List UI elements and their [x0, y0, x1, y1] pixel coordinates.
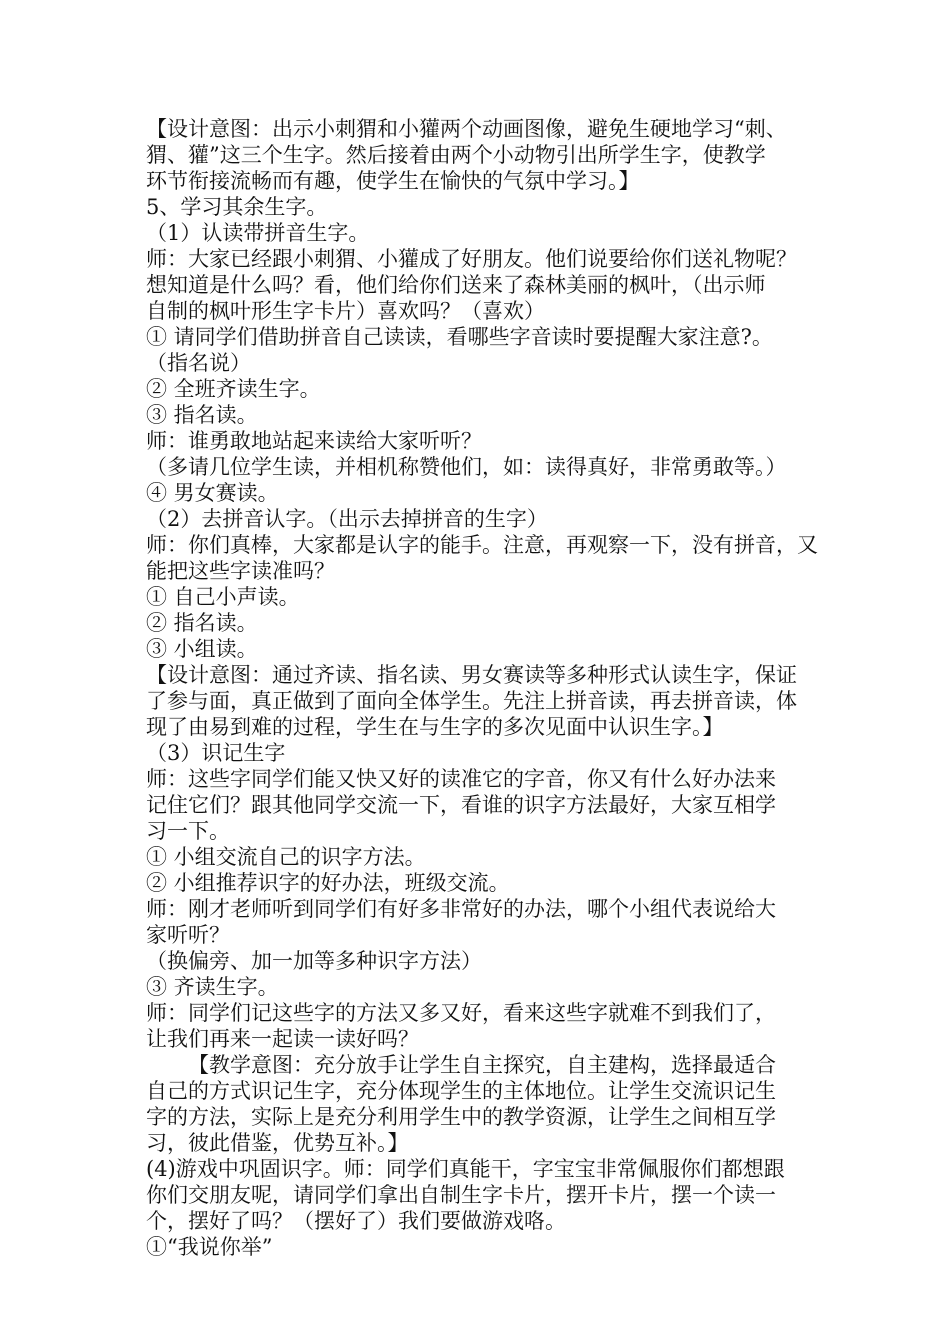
list-item: ① 小组交流自己的识字方法。 [146, 845, 426, 869]
list-item: ① 自己小声读。 [146, 585, 300, 609]
text-line: 猬、獾”这三个生字。然后接着由两个小动物引出所学生字，使教学 [146, 143, 766, 167]
list-item: ① 请同学们借助拼音自己读读，看哪些字音读时要提醒大家注意?。 [146, 325, 773, 349]
text-line: （换偏旁、加一加等多种识字方法） [146, 949, 482, 973]
text-line: 师：刚才老师听到同学们有好多非常好的办法，哪个小组代表说给大 [146, 897, 776, 921]
section-heading: 5、学习其余生字。 [146, 195, 328, 219]
text-line: 【设计意图：通过齐读、指名读、男女赛读等多种形式认读生字，保证 [146, 663, 797, 687]
text-line: 环节衔接流畅而有趣，使学生在愉快的气氛中学习。】 [146, 169, 640, 193]
text-line: 习一下。 [146, 819, 230, 843]
text-line: 想知道是什么吗？看，他们给你们送来了森林美丽的枫叶，（出示师 [146, 273, 766, 297]
subsection-heading: （3）识记生字 [146, 741, 286, 765]
list-item: ④ 男女赛读。 [146, 481, 279, 505]
list-item: ③ 指名读。 [146, 403, 258, 427]
text-line: 师：你们真棒，大家都是认字的能手。注意，再观察一下，没有拼音，又 [146, 533, 818, 557]
text-line: 了参与面，真正做到了面向全体学生。先注上拼音读，再去拼音读，体 [146, 689, 797, 713]
subsection-heading: （1）认读带拼音生字。 [146, 221, 370, 245]
text-line: 个，摆好了吗？（摆好了）我们要做游戏咯。 [146, 1209, 566, 1233]
text-line: 家听听？ [146, 923, 230, 947]
list-item: ①“我说你举” [146, 1235, 273, 1259]
document-page [146, 116, 822, 1260]
text-line: 自己的方式识记生字，充分体现学生的主体地位。让学生交流识记生 [146, 1079, 776, 1103]
text-line: 师：大家已经跟小刺猬、小獾成了好朋友。他们说要给你们送礼物呢？ [146, 247, 797, 271]
text-line: 师：同学们记这些字的方法又多又好，看来这些字就难不到我们了， [146, 1001, 776, 1025]
text-line: （指名说） [146, 351, 251, 375]
text-line: 师：这些字同学们能又快又好的读准它的字音，你又有什么好办法来 [146, 767, 776, 791]
text-line: 自制的枫叶形生字卡片）喜欢吗？（喜欢） [146, 299, 545, 323]
text-line: 现了由易到难的过程，学生在与生字的多次见面中认识生字。】 [146, 715, 724, 739]
text-line: 能把这些字读准吗？ [146, 559, 335, 583]
list-item: ② 指名读。 [146, 611, 258, 635]
text-line: 字的方法，实际上是充分利用学生中的教学资源，让学生之间相互学 [146, 1105, 776, 1129]
list-item: ③ 齐读生字。 [146, 975, 279, 999]
list-item: ③ 小组读。 [146, 637, 258, 661]
text-line: 【教学意图：充分放手让学生自主探究，自主建构，选择最适合 [188, 1053, 776, 1077]
text-line: 让我们再来一起读一读好吗？ [146, 1027, 419, 1051]
text-line: 记住它们？跟其他同学交流一下，看谁的识字方法最好，大家互相学 [146, 793, 776, 817]
text-line: 习，彼此借鉴，优势互补。】 [146, 1131, 409, 1155]
list-item: ② 全班齐读生字。 [146, 377, 321, 401]
text-line: 你们交朋友呢，请同学们拿出自制生字卡片，摆开卡片，摆一个读一 [146, 1183, 776, 1207]
text-line: 【设计意图：出示小刺猬和小獾两个动画图像，避免生硬地学习“刺、 [146, 117, 787, 141]
text-line: 师：谁勇敢地站起来读给大家听听？ [146, 429, 482, 453]
text-line: （多请几位学生读，并相机称赞他们，如：读得真好，非常勇敢等。） [146, 455, 787, 479]
subsection-heading: （2）去拼音认字。（出示去掉拼音的生字） [146, 507, 548, 531]
list-item: ② 小组推荐识字的好办法，班级交流。 [146, 871, 510, 895]
subsection-heading: (4)游戏中巩固识字。师：同学们真能干，字宝宝非常佩服你们都想跟 [146, 1157, 785, 1181]
